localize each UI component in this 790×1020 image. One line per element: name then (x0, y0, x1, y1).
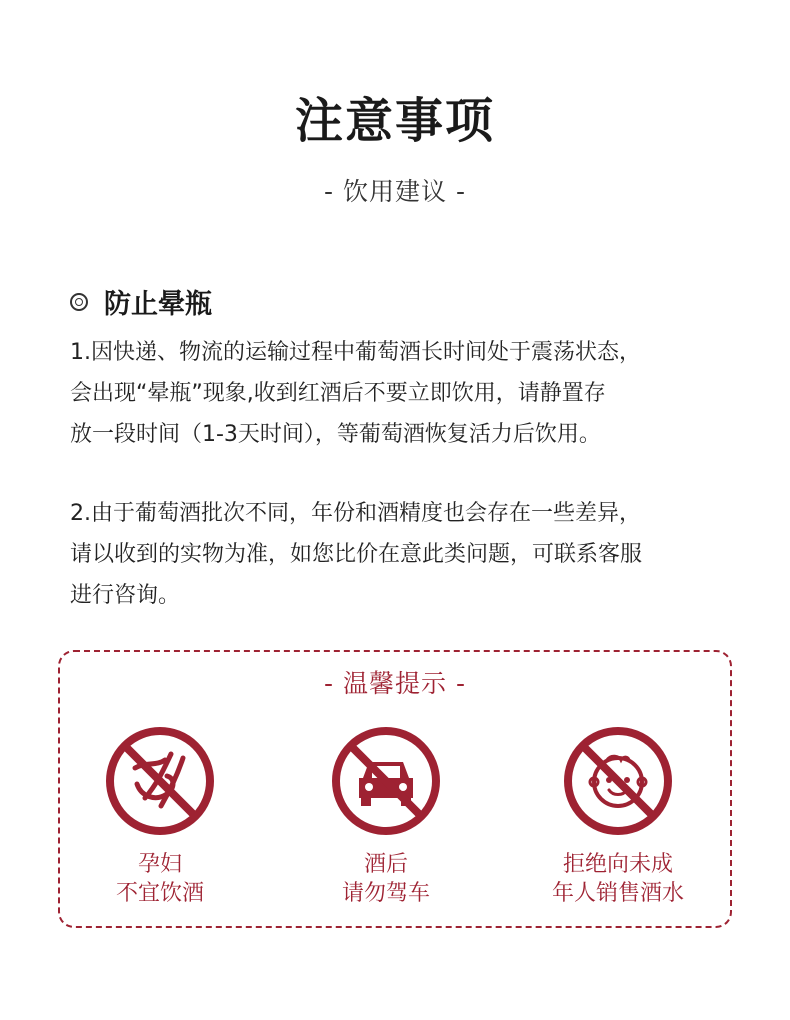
tips-title: - 温馨提示 - (324, 669, 466, 698)
paragraph-2: 2.由于葡萄酒批次不同，年份和酒精度也会存在一些差异， 请以收到的实物为准，如您比价在意此类问题，可联系客服 进行咨询。 (70, 501, 643, 608)
no-pregnant-icon (105, 726, 215, 836)
tip-label-pregnant: 孕妇 不宜饮酒 (115, 852, 204, 906)
no-minors-icon (563, 726, 673, 836)
tip-item-minors (508, 726, 728, 908)
paragraph-1: 1.因快递、物流的运输过程中葡萄酒长时间处于震荡状态， 会出现“晕瓶”现象,收到红酒后不要立即饮用，请静置存 放一段时间（1-3天时间），等葡萄酒恢复活力后饮用。 (70, 340, 641, 447)
tip-item-pregnant (50, 726, 270, 908)
section-title: 防止晕瓶 (104, 289, 212, 320)
tip-item-drunk-driving (276, 726, 496, 908)
page-subtitle: - 饮用建议 - (324, 177, 466, 206)
no-drunk-driving-icon (331, 726, 441, 836)
page-title: 注意事项 (294, 93, 495, 149)
circle-bullet-icon (70, 293, 88, 311)
tip-label-drunk-driving: 酒后 请勿驾车 (341, 852, 430, 906)
section-header (70, 282, 212, 321)
tip-label-minors: 拒绝向未成 年人销售酒水 (551, 852, 684, 906)
